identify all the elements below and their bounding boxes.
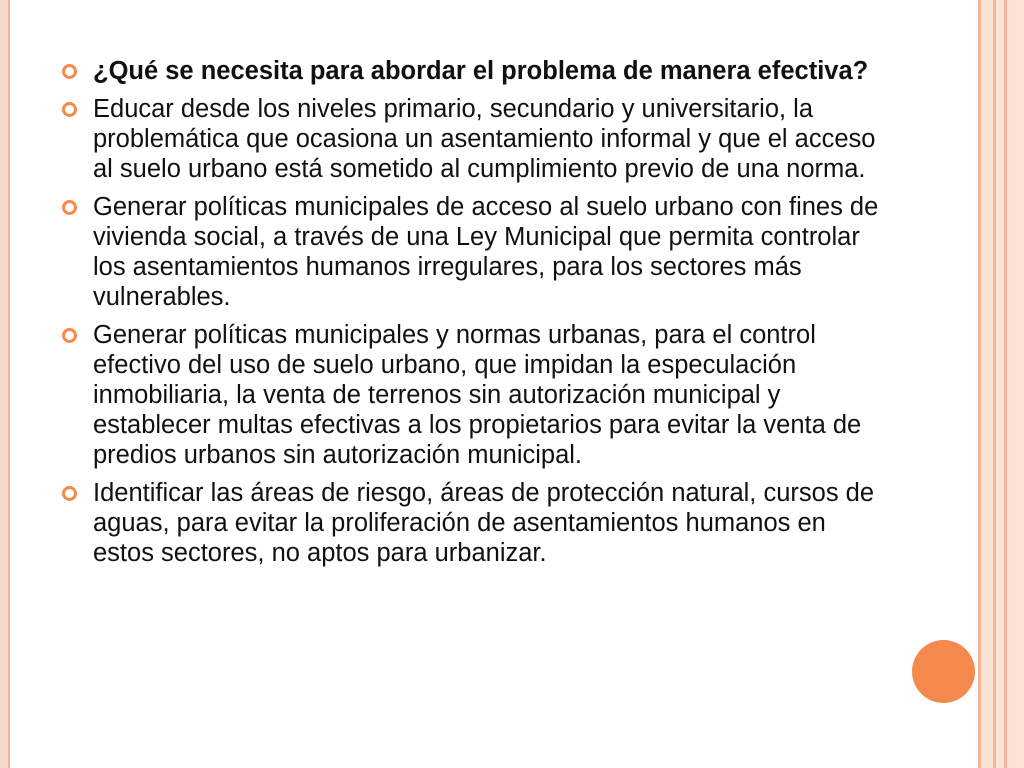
bullet-text: Educar desde los niveles primario, secundario y universitario, la problemática que ocasiona un asentamiento informal y que el acceso al suelo urbano está sometido al cumplimiento previo de una norma.: [93, 95, 876, 183]
stripe: [996, 0, 1004, 768]
bullet-text: Generar políticas municipales y normas urbanas, para el control efectivo del uso de suelo urbano, que impidan la especulación inmobiliaria, la venta de terrenos sin autorización municipal y establecer multas efectivas a los propietarios para evitar la venta de predios urbanos sin autorización municipal.: [93, 321, 862, 469]
stripe: [1007, 0, 1024, 768]
orange-ring-bullet-icon: [62, 102, 77, 117]
bullet-item-politicas-acceso: [62, 192, 892, 312]
right-stripes-decoration: [978, 0, 1024, 768]
accent-circle-decoration: [912, 640, 975, 703]
bullet-item-question: [62, 56, 892, 86]
bullet-text: Identificar las áreas de riesgo, áreas de protección natural, cursos de aguas, para evitar la proliferación de asentamientos humanos en estos sectores, no aptos para urbanizar.: [93, 479, 875, 567]
orange-ring-bullet-icon: [62, 328, 77, 343]
orange-ring-bullet-icon: [62, 486, 77, 501]
bullet-text: ¿Qué se necesita para abordar el problema de manera efectiva?: [93, 57, 869, 85]
stripe: [981, 0, 993, 768]
bullet-item-identificar: [62, 478, 892, 568]
orange-ring-bullet-icon: [62, 64, 77, 79]
orange-ring-bullet-icon: [62, 200, 77, 215]
left-border-line: [8, 0, 10, 768]
bullet-item-politicas-normas: [62, 320, 892, 470]
bullet-text: Generar políticas municipales de acceso al suelo urbano con fines de vivienda social, a través de una Ley Municipal que permita controlar los asentamientos humanos irregulares, para los sectores más vulnerables.: [93, 193, 879, 311]
bullet-item-educar: [62, 94, 892, 184]
left-border-decoration: [0, 0, 8, 768]
bullet-list: [62, 56, 892, 568]
slide-content: [62, 56, 892, 576]
